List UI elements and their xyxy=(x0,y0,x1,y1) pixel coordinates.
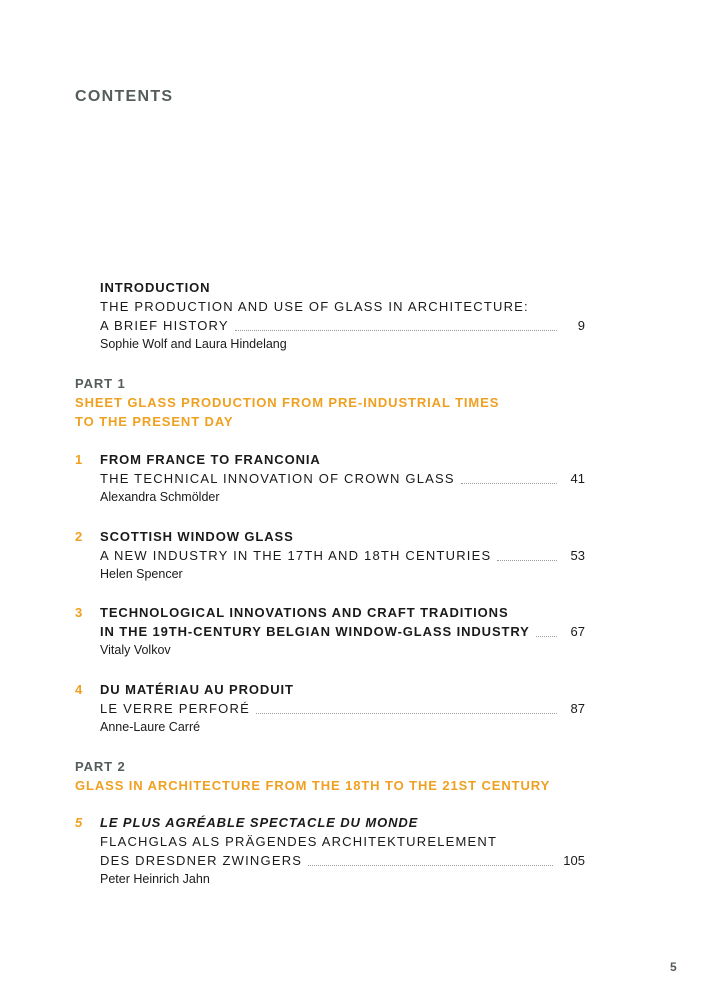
entry-author: Vitaly Volkov xyxy=(100,643,171,657)
entry-subtitle: THE PRODUCTION AND USE OF GLASS IN ARCHITECTURE: xyxy=(100,299,529,314)
toc-entry-chapter-4[interactable] xyxy=(75,680,585,737)
part-2-heading xyxy=(75,757,550,795)
chapter-number: 2 xyxy=(75,529,83,544)
entry-subtitle: THE TECHNICAL INNOVATION OF CROWN GLASS xyxy=(100,471,455,486)
page-number: 41 xyxy=(570,471,585,486)
chapter-number: 1 xyxy=(75,452,83,467)
entry-title: INTRODUCTION xyxy=(100,280,211,295)
entry-title: TECHNOLOGICAL INNOVATIONS AND CRAFT TRADITIONS xyxy=(100,605,509,620)
chapter-number: 5 xyxy=(75,815,83,830)
entry-author: Alexandra Schmölder xyxy=(100,490,220,504)
part-title: TO THE PRESENT DAY xyxy=(75,414,234,429)
entry-author: Sophie Wolf and Laura Hindelang xyxy=(100,337,287,351)
entry-subtitle: DES DRESDNER ZWINGERS xyxy=(100,853,303,868)
page-number: 87 xyxy=(570,701,585,716)
entry-subtitle: A NEW INDUSTRY IN THE 17TH AND 18TH CENTURIES xyxy=(100,548,492,563)
entry-author: Anne-Laure Carré xyxy=(100,720,201,734)
page-number: 9 xyxy=(577,318,585,333)
toc-entry-chapter-3[interactable] xyxy=(75,603,585,660)
dot-leader xyxy=(256,712,557,714)
toc-entry-introduction[interactable] xyxy=(75,278,585,354)
dot-leader xyxy=(536,635,557,637)
page-number: 53 xyxy=(570,548,585,563)
page-number: 105 xyxy=(563,853,585,868)
toc-entry-chapter-1[interactable] xyxy=(75,450,585,507)
part-title: SHEET GLASS PRODUCTION FROM PRE-INDUSTRIAL TIMES xyxy=(75,395,500,410)
entry-subtitle: FLACHGLAS ALS PRÄGENDES ARCHITEKTURELEMENT xyxy=(100,834,498,849)
dot-leader xyxy=(235,329,557,331)
folio-page-number: 5 xyxy=(670,960,677,974)
toc-entry-chapter-5[interactable] xyxy=(75,813,585,889)
dot-leader xyxy=(461,482,557,484)
entry-title: DU MATÉRIAU AU PRODUIT xyxy=(100,682,294,697)
part-label: PART 2 xyxy=(75,759,126,774)
chapter-number: 4 xyxy=(75,682,83,697)
page-title: CONTENTS xyxy=(75,88,174,105)
entry-title: SCOTTISH WINDOW GLASS xyxy=(100,529,294,544)
chapter-number: 3 xyxy=(75,605,83,620)
part-label: PART 1 xyxy=(75,376,126,391)
entry-author: Peter Heinrich Jahn xyxy=(100,872,210,886)
entry-subtitle: A BRIEF HISTORY xyxy=(100,318,229,333)
entry-title: FROM FRANCE TO FRANCONIA xyxy=(100,452,321,467)
part-1-heading xyxy=(75,374,499,431)
entry-title: IN THE 19TH-CENTURY BELGIAN WINDOW-GLASS INDUSTRY xyxy=(100,624,530,639)
entry-author: Helen Spencer xyxy=(100,567,183,581)
dot-leader xyxy=(308,864,553,866)
dot-leader xyxy=(497,559,557,561)
entry-title: LE PLUS AGRÉABLE SPECTACLE DU MONDE xyxy=(100,815,419,830)
entry-subtitle: LE VERRE PERFORÉ xyxy=(100,701,250,716)
toc-entry-chapter-2[interactable] xyxy=(75,527,585,584)
page-number: 67 xyxy=(570,624,585,639)
part-title: GLASS IN ARCHITECTURE FROM THE 18TH TO THE 21ST CENTURY xyxy=(75,778,551,793)
